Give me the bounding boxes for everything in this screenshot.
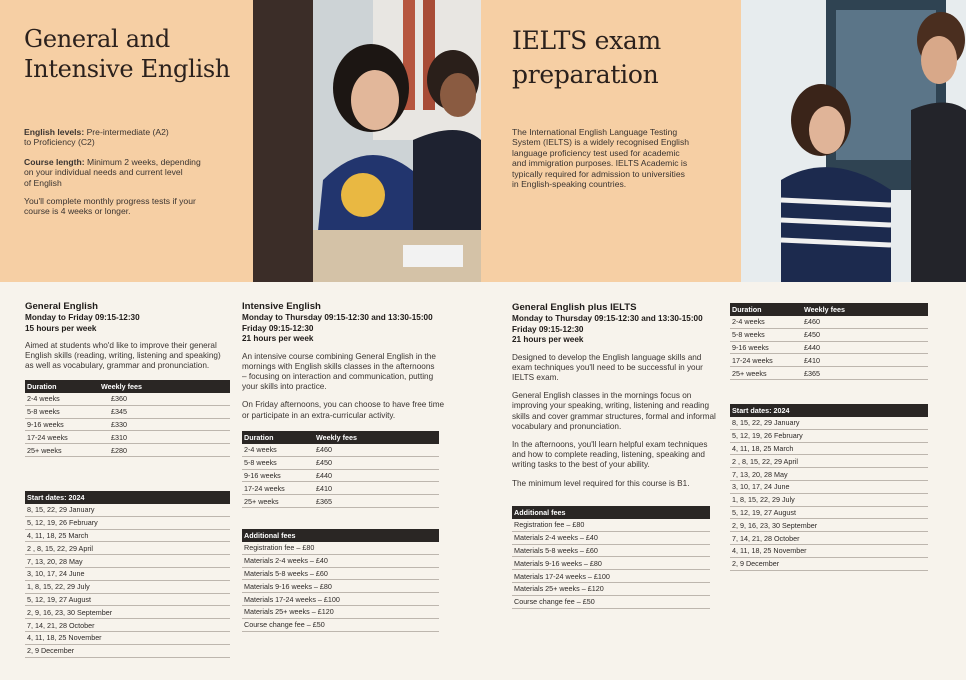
left-title-line-2: Intensive English bbox=[24, 55, 230, 83]
desc-line: your skills into practice. bbox=[242, 382, 327, 392]
list-item bbox=[25, 593, 230, 606]
additional-fees-header: Additional fees bbox=[242, 529, 439, 542]
list-item bbox=[242, 618, 439, 631]
general-start-dates bbox=[25, 491, 230, 658]
length-value-2: on your individual needs and current level bbox=[24, 167, 183, 178]
fee-amount: £360 bbox=[99, 393, 230, 405]
desc-line: mornings with English skills classes in the afternoons bbox=[242, 361, 435, 371]
left-title-line-1: General and bbox=[24, 25, 170, 53]
fee-amount: £310 bbox=[99, 431, 230, 444]
duration-header: Duration bbox=[242, 431, 314, 444]
fee-duration: 5-8 weeks bbox=[242, 456, 314, 469]
table-row bbox=[242, 495, 439, 508]
intensive-schedule-days: Monday to Thursday 09:15-12:30 and 13:30-15:00 bbox=[242, 313, 433, 322]
start-date: 7, 13, 20, 28 May bbox=[25, 555, 230, 568]
ielts-description-3 bbox=[512, 440, 727, 471]
weekly-fees-header: Weekly fees bbox=[802, 303, 928, 316]
start-date: 8, 15, 22, 29 January bbox=[25, 504, 230, 516]
general-fees-table bbox=[25, 380, 230, 457]
right-page-title bbox=[512, 24, 737, 92]
additional-fee: Materials 9-16 weeks – £80 bbox=[512, 557, 710, 570]
start-date: 4, 11, 18, 25 November bbox=[25, 631, 230, 644]
additional-fee: Course change fee – £50 bbox=[242, 618, 439, 631]
fee-amount: £410 bbox=[314, 482, 439, 495]
list-item bbox=[730, 455, 928, 468]
fee-duration: 25+ weeks bbox=[730, 367, 802, 380]
fee-amount: £280 bbox=[99, 444, 230, 457]
list-item bbox=[730, 519, 928, 532]
fee-duration: 2-4 weeks bbox=[25, 393, 99, 405]
ielts-additional-fees bbox=[512, 506, 710, 609]
list-item bbox=[242, 605, 439, 618]
ielts-description-1 bbox=[512, 353, 727, 384]
additional-fee: Course change fee – £50 bbox=[512, 595, 710, 608]
table-row bbox=[242, 444, 439, 456]
list-item bbox=[242, 554, 439, 567]
general-schedule-hours: 15 hours per week bbox=[25, 323, 97, 333]
start-dates-header: Start dates: 2024 bbox=[730, 404, 928, 417]
fee-duration: 17-24 weeks bbox=[730, 354, 802, 367]
start-date: 4, 11, 18, 25 March bbox=[730, 442, 928, 455]
start-date: 2 , 8, 15, 22, 29 April bbox=[25, 542, 230, 555]
start-date: 7, 13, 20, 28 May bbox=[730, 468, 928, 481]
additional-fee: Materials 5-8 weeks – £60 bbox=[242, 567, 439, 580]
list-item bbox=[242, 593, 439, 606]
additional-fee: Materials 25+ weeks – £120 bbox=[512, 582, 710, 595]
ielts-fees-table bbox=[730, 303, 928, 380]
ielts-schedule-friday: Friday 09:15-12:30 bbox=[512, 324, 584, 334]
intro-line: language proficiency test used for academic bbox=[512, 147, 680, 158]
list-item bbox=[242, 580, 439, 593]
list-item bbox=[730, 544, 928, 557]
table-row bbox=[730, 328, 928, 341]
desc-line: In the afternoons, you'll learn helpful exam techniques bbox=[512, 439, 708, 449]
start-date: 2 , 8, 15, 22, 29 April bbox=[730, 455, 928, 468]
desc-line: writing tasks to the best of your ability. bbox=[512, 460, 650, 470]
start-date: 2, 9, 16, 23, 30 September bbox=[730, 519, 928, 532]
intensive-english-section bbox=[242, 301, 457, 421]
list-item bbox=[730, 429, 928, 442]
course-length bbox=[24, 157, 249, 188]
table-row bbox=[242, 482, 439, 495]
list-item bbox=[512, 557, 710, 570]
list-item bbox=[25, 504, 230, 516]
progress-line-1: You'll complete monthly progress tests if your bbox=[24, 196, 196, 206]
ielts-minimum-level: The minimum level required for this course is B1. bbox=[512, 478, 690, 488]
ielts-course-heading: General English plus IELTS bbox=[512, 302, 637, 313]
list-item bbox=[25, 644, 230, 657]
duration-header: Duration bbox=[25, 380, 99, 393]
start-date: 5, 12, 19, 27 August bbox=[25, 593, 230, 606]
list-item bbox=[512, 582, 710, 595]
start-date: 4, 11, 18, 25 March bbox=[25, 529, 230, 542]
list-item bbox=[730, 468, 928, 481]
additional-fee: Registration fee – £80 bbox=[242, 542, 439, 554]
list-item bbox=[730, 493, 928, 506]
start-dates-header: Start dates: 2024 bbox=[25, 491, 230, 504]
list-item bbox=[512, 595, 710, 608]
additional-fee: Registration fee – £80 bbox=[512, 519, 710, 531]
desc-line: General English classes in the mornings focus on bbox=[512, 391, 692, 401]
desc-line: Designed to develop the English language skills and bbox=[512, 352, 702, 362]
ielts-schedule-hours: 21 hours per week bbox=[512, 335, 584, 344]
intro-line: typically required for admission to universities bbox=[512, 168, 685, 179]
weekly-fees-header: Weekly fees bbox=[99, 380, 230, 393]
start-date: 8, 15, 22, 29 January bbox=[730, 417, 928, 429]
desc-line: and how to complete reading, listening, speaking and bbox=[512, 450, 705, 460]
additional-fee: Materials 5-8 weeks – £60 bbox=[512, 544, 710, 557]
ielts-schedule-days: Monday to Thursday 09:15-12:30 and 13:30-15:00 bbox=[512, 314, 703, 323]
list-item bbox=[512, 570, 710, 583]
progress-line-2: course is 4 weeks or longer. bbox=[24, 206, 131, 217]
levels-value-2: to Proficiency (C2) bbox=[24, 137, 95, 148]
fee-duration: 5-8 weeks bbox=[25, 405, 99, 418]
ielts-intro bbox=[512, 127, 737, 189]
start-date: 3, 10, 17, 24 June bbox=[730, 480, 928, 493]
classroom-photo bbox=[253, 0, 481, 282]
fee-duration: 2-4 weeks bbox=[730, 316, 802, 328]
start-date: 5, 12, 19, 26 February bbox=[25, 516, 230, 529]
intensive-description bbox=[242, 352, 457, 393]
ielts-course-section bbox=[512, 302, 727, 489]
list-item bbox=[730, 532, 928, 545]
fee-amount: £345 bbox=[99, 405, 230, 418]
intensive-schedule-friday: Friday 09:15-12:30 bbox=[242, 323, 314, 333]
start-date: 3, 10, 17, 24 June bbox=[25, 567, 230, 580]
additional-fee: Materials 25+ weeks – £120 bbox=[242, 605, 439, 618]
desc-line: Aimed at students who'd like to improve their general bbox=[25, 341, 217, 350]
intensive-english-heading: Intensive English bbox=[242, 301, 321, 312]
list-item bbox=[512, 531, 710, 544]
list-item bbox=[242, 567, 439, 580]
list-item bbox=[512, 519, 710, 531]
fee-duration: 5-8 weeks bbox=[730, 328, 802, 341]
list-item bbox=[730, 442, 928, 455]
list-item bbox=[25, 529, 230, 542]
desc-line: IELTS exam. bbox=[512, 372, 559, 382]
start-date: 7, 14, 21, 28 October bbox=[730, 532, 928, 545]
additional-fee: Materials 17-24 weeks – £100 bbox=[512, 570, 710, 583]
intensive-schedule-hours: 21 hours per week bbox=[242, 334, 314, 343]
classroom-photo-illustration bbox=[253, 0, 481, 282]
desc-line: – focusing on interaction and communication, putting bbox=[242, 371, 434, 381]
fee-amount: £365 bbox=[802, 367, 928, 380]
english-levels bbox=[24, 127, 249, 148]
general-description bbox=[25, 341, 230, 372]
right-title-line-2: preparation bbox=[512, 60, 659, 89]
intro-line: The International English Language Testing bbox=[512, 127, 678, 137]
table-row bbox=[25, 431, 230, 444]
fee-duration: 17-24 weeks bbox=[242, 482, 314, 495]
fee-amount: £440 bbox=[314, 469, 439, 482]
start-date: 1, 8, 15, 22, 29 July bbox=[25, 580, 230, 593]
desc-line: On Friday afternoons, you can choose to have free time bbox=[242, 400, 445, 410]
intensive-additional-fees bbox=[242, 529, 439, 632]
length-value-3: of English bbox=[24, 177, 62, 188]
additional-fee: Materials 2-4 weeks – £40 bbox=[242, 554, 439, 567]
start-date: 5, 12, 19, 27 August bbox=[730, 506, 928, 519]
desc-line: vocabulary and pronunciation. bbox=[512, 421, 622, 431]
list-item bbox=[25, 516, 230, 529]
right-title-line-1: IELTS exam bbox=[512, 26, 661, 55]
desc-line: improving your speaking, writing, listening and reading bbox=[512, 401, 710, 411]
left-page-title bbox=[24, 24, 249, 84]
list-item bbox=[25, 580, 230, 593]
table-row bbox=[25, 393, 230, 405]
table-row bbox=[242, 469, 439, 482]
table-row bbox=[25, 405, 230, 418]
list-item bbox=[730, 480, 928, 493]
table-row bbox=[25, 444, 230, 457]
intensive-fees-table bbox=[242, 431, 439, 508]
desc-line: An intensive course combining General English in the bbox=[242, 351, 436, 361]
intro-line: System (IELTS) is a widely recognised English bbox=[512, 137, 690, 148]
list-item bbox=[730, 557, 928, 570]
fee-duration: 2-4 weeks bbox=[242, 444, 314, 456]
whiteboard-photo bbox=[741, 0, 966, 282]
table-row bbox=[25, 418, 230, 431]
list-item bbox=[25, 606, 230, 619]
fee-amount: £450 bbox=[802, 328, 928, 341]
list-item bbox=[730, 506, 928, 519]
start-date: 5, 12, 19, 26 February bbox=[730, 429, 928, 442]
fee-duration: 25+ weeks bbox=[25, 444, 99, 457]
list-item bbox=[730, 417, 928, 429]
start-date: 2, 9, 16, 23, 30 September bbox=[25, 606, 230, 619]
fee-amount: £460 bbox=[314, 444, 439, 456]
desc-line: skills and cover grammar structures, formal and informal bbox=[512, 411, 716, 421]
fee-duration: 9-16 weeks bbox=[25, 418, 99, 431]
fee-amount: £410 bbox=[802, 354, 928, 367]
start-date: 2, 9 December bbox=[25, 644, 230, 657]
levels-label: English levels: bbox=[24, 127, 85, 137]
start-date: 2, 9 December bbox=[730, 557, 928, 570]
desc-line: exam techniques you'll need to be successful in your bbox=[512, 362, 703, 372]
desc-line: English skills (reading, writing, listening and speaking) bbox=[25, 351, 221, 361]
table-row bbox=[730, 367, 928, 380]
length-label: Course length: bbox=[24, 157, 85, 167]
fee-duration: 25+ weeks bbox=[242, 495, 314, 508]
additional-fee: Materials 9-16 weeks – £80 bbox=[242, 580, 439, 593]
fee-duration: 9-16 weeks bbox=[730, 341, 802, 354]
fee-duration: 9-16 weeks bbox=[242, 469, 314, 482]
table-row bbox=[730, 341, 928, 354]
whiteboard-photo-illustration bbox=[741, 0, 966, 282]
list-item bbox=[25, 619, 230, 632]
fee-amount: £460 bbox=[802, 316, 928, 328]
start-date: 7, 14, 21, 28 October bbox=[25, 619, 230, 632]
start-date: 4, 11, 18, 25 November bbox=[730, 544, 928, 557]
list-item bbox=[512, 544, 710, 557]
fee-duration: 17-24 weeks bbox=[25, 431, 99, 444]
list-item bbox=[242, 542, 439, 554]
fee-amount: £450 bbox=[314, 456, 439, 469]
weekly-fees-header: Weekly fees bbox=[314, 431, 439, 444]
duration-header: Duration bbox=[730, 303, 802, 316]
table-row bbox=[730, 354, 928, 367]
fee-amount: £365 bbox=[314, 495, 439, 508]
fee-amount: £330 bbox=[99, 418, 230, 431]
list-item bbox=[25, 567, 230, 580]
progress-tests bbox=[24, 196, 249, 217]
length-value: Minimum 2 weeks, depending bbox=[87, 157, 201, 167]
start-date: 1, 8, 15, 22, 29 July bbox=[730, 493, 928, 506]
additional-fees-header: Additional fees bbox=[512, 506, 710, 519]
general-english-heading: General English bbox=[25, 301, 99, 312]
list-item bbox=[25, 555, 230, 568]
general-schedule-days: Monday to Friday 09:15-12:30 bbox=[25, 313, 140, 322]
intro-line: and immigration purposes. IELTS Academic is bbox=[512, 158, 688, 169]
intensive-friday-note bbox=[242, 400, 457, 420]
fee-amount: £440 bbox=[802, 341, 928, 354]
ielts-start-dates bbox=[730, 404, 928, 571]
table-row bbox=[730, 316, 928, 328]
additional-fee: Materials 2-4 weeks – £40 bbox=[512, 531, 710, 544]
desc-line: as well as vocabulary, grammar and pronunciation. bbox=[25, 361, 210, 371]
table-row bbox=[242, 456, 439, 469]
desc-line: or participate in an extra-curricular activity. bbox=[242, 410, 396, 420]
additional-fee: Materials 17-24 weeks – £100 bbox=[242, 593, 439, 606]
levels-value: Pre-intermediate (A2) bbox=[86, 127, 169, 137]
general-english-section bbox=[25, 301, 230, 372]
list-item bbox=[25, 631, 230, 644]
intro-line: in English-speaking countries. bbox=[512, 179, 627, 190]
list-item bbox=[25, 542, 230, 555]
ielts-description-2 bbox=[512, 391, 727, 432]
